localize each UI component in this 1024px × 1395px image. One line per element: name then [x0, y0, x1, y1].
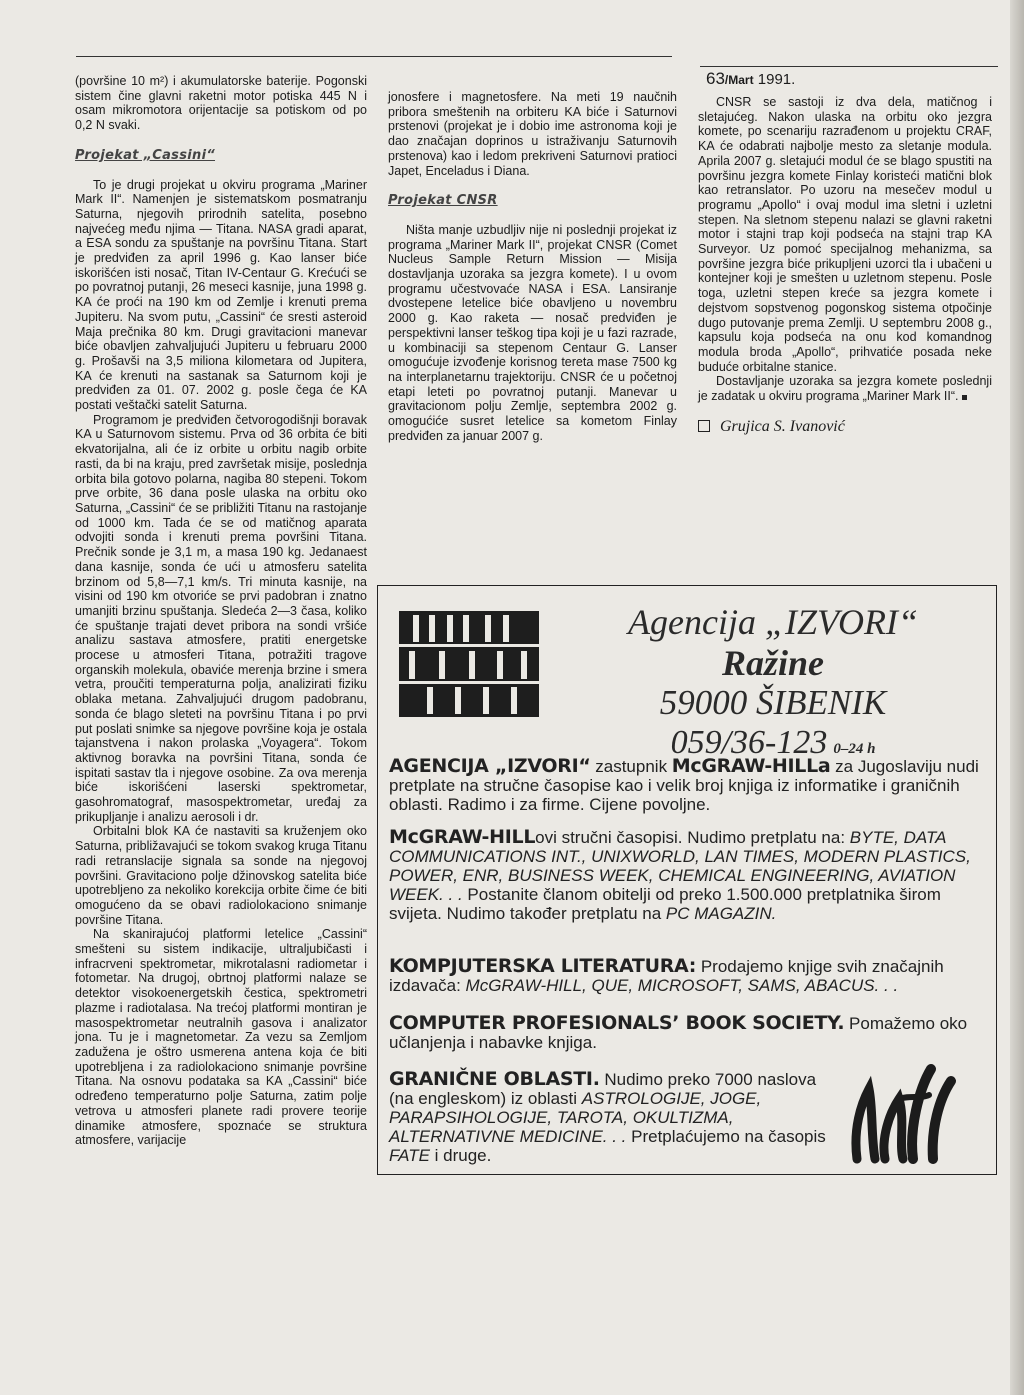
ad-text: i druge.	[429, 1146, 492, 1165]
section-heading-cassini: Projekat „Cassini“	[75, 147, 216, 163]
page-edge	[1010, 0, 1024, 1395]
ad-text: Pretplaćujemo na časopis	[626, 1127, 826, 1146]
ad-text: za Jugoslaviju nudi pretplate na stručne časopise kao i velik broj knjiga iz informatike i graničnih oblasti. Radimo i za firme. Cijene povoljne.	[389, 757, 979, 814]
paragraph: jonosfere i magnetosfere. Na meti 19 naučnih pribora smeštenih na orbiteru KA biće i Saturnovi prstenovi (projekat je i dobio ime astronoma koji je dao značajan doprinos u istraživanju Saturnovih prstenova) kao i ledom prekriveni Saturnovi pratioci Japet, Enceladus i Diana.	[388, 90, 677, 178]
ad-headline-block	[553, 601, 993, 769]
ad-italic: McGRAW-HILL, QUE, MICROSOFT, SAMS, ABACUS. . .	[465, 976, 899, 995]
ad-text: zastupnik	[590, 757, 672, 776]
ad-text: Pomažemo oko učlanjenja i nabavke knjiga.	[389, 1014, 968, 1052]
paragraph: CNSR se sastoji iz dva dela, matičnog i sletajućeg. Nakon ulaska na orbitu oko jezgra komete, po scenariju razrađenom u projektu CRAF, KA će odabrati najbolje mesto za sletanje modula. Aprila 2007 g. sletajući modul će se blago spustiti na površinu jezgra komete Finlay koristeći matični blok kao retranslator. Po uzoru na mesečev modul u programu „Apollo“ i ovaj modul ima sletni i uzletni stepen. Na sletnom stepenu nalazi se glavni raketni motor i stajni trap koji podseća na stajni trap KA Surveyor. Uz pomoć specijalnog mehanizma, sa površine jezgra biće prikupljeni uzorci tla i ubačeni u kontejner koji je smešten u uzletnom stepenu. Posle toga, uzletni stepen kreće sa jezgra komete i dejstvom sopstvenog pogonskog sistema otpočinje dugo putovanje prema Zemlji. U septembru 2008 g., kapsulu koja podseća na onu kod komandnog modula broda „Apollo“, prihvatiće posada neke buduće orbitalne stanice.	[698, 95, 992, 374]
article-column-1	[75, 74, 367, 1148]
agency-name: Agencija „IZVORI“	[628, 602, 918, 642]
issue-year: 1991.	[757, 71, 796, 88]
advertisement	[377, 585, 997, 1185]
ad-italic: PC MAGAZIN.	[665, 904, 777, 923]
paragraph: Programom je predviđen četvorogodišnji boravak KA u Saturnovom sistemu. Prva od 36 orbita će biti ekvatorijalna, ali će iz orbite u orbitu nagib orbite rasti, da bi na kraju, pred završetak misije, poslednja orbita bila gotovo polarna, nagiba 80 stepeni. Tokom prve orbite, 36 dana posle ulaska na orbitu oko Saturna, „Cassini“ će se približiti Titanu na rastojanje od 1000 km. Tada će se od matičnog aparata odvojiti sonda i krenuti prema površini Titana. Prečnik sonde je 3,1 m, a masa 190 kg. Jedanaest dana kasnije, sonda će ući u atmosferu satelita brzinom od 5,8—7,1 km/s. Tri minuta kasnije, na visini od 190 km otvoriće se prvi padobran i znatno umanjiti brzinu spuštanja. Sledeća 2—3 časa, koliko će spuštanje trajati devet pribora na sondi vršiće analizu sastava atmosfere, pratiti energetske procese u atmosferi Titana, potražiti tragove organskih molekula, obaviće merenja brzine i smera vetra, proučiti temperaturna polja, analizirati fiziku oblaka metana. Zahvaljujući drugom padobranu, sonda će blago sleteti na površinu Titana i po prvi put poslati snimke sa njegove površine koja je ostala tajanstvena i nakon prolaska „Voyagera“. Tokom aktivnog boravka na površini Titana, sonda će ispitati sastav tla i njegove osobine. Za ova merenja biće iskorišćeni laserski spektrometar, gasohromatograf, masospektrometar, uređaj za prikupljanje i analizu aerosoli i dr.	[75, 412, 367, 824]
ad-caps: McGRAW-HILLa	[671, 755, 831, 777]
ad-caps: GRANIČNE OBLASTI.	[389, 1068, 600, 1090]
ad-italic: FATE	[389, 1146, 430, 1165]
agency-city: 59000 ŠIBENIK	[659, 683, 887, 722]
ad-paragraph-book-society	[389, 1014, 979, 1052]
ad-text: Nudimo preko 7000 naslova (na engleskom) iz oblasti	[389, 1070, 817, 1108]
ad-caps: KOMPJUTERSKA LITERATURA:	[389, 955, 697, 977]
page-number: 63/Mart 1991.	[706, 69, 796, 88]
page-number-value: 63	[706, 69, 725, 88]
ad-italic: ASTROLOGIJE, JOGE, PARAPSIHOLOGIJE, TAROTA, OKULTIZMA, ALTERNATIVNE MEDICINE. . .	[389, 1089, 762, 1146]
hand-drawn-logo-icon	[839, 1059, 969, 1169]
ad-paragraph-journals	[389, 828, 979, 923]
ad-paragraph-border-areas	[389, 1070, 829, 1165]
paragraph: Ništa manje uzbudljiv nije ni poslednji projekat iz programa „Mariner Mark II“, projekat CNSR (Comet Nucleus Sample Return Mission — Misija dostavljanja uzoraka sa jezgra komete). I u ovom programu učestvovaće NASA i ESA. Lansiranje dvostepene letelice biće obavljeno u novembru 2000 g. Kao raketa — nosač predviđen je perspektivni lanser teškog tipa koji je u fazi razrade, u kombinaciji sa stepenom Centaur G. Lanser omogućuje izvođenje korisnog tereta mase 7500 kg na interplanetarnu trajektoriju. CNSR će u početnoj etapi leteti po povratnoj putanji. Manevar u gravitacionom polju Zemlje, septembra 2002 g. omogućiće susret letelice sa kometom Finlay predviđen za januar 2007 g.	[388, 222, 677, 443]
top-rule-left	[76, 56, 672, 57]
end-mark-icon	[962, 395, 967, 400]
paragraph	[698, 374, 992, 403]
agency-hours: 0–24 h	[833, 741, 876, 757]
article-column-3	[698, 95, 992, 434]
author-signature	[698, 417, 992, 435]
section-heading-cnsr: Projekat CNSR	[388, 193, 498, 209]
square-bullet-icon	[698, 420, 710, 432]
paragraph: Orbitalni blok KA će nastaviti sa kruženjem oko Saturna, približavajući se tokom svakog kruga Titanu radi retranslacije signala sa sonde na njegovoj površini. Gravitaciono polje džinovskog satelita biće upotrebljeno za nekoliko korekcija orbite čime će biti omogućeno da se obavi radiolokaciono snimanje površine Titana.	[75, 824, 367, 927]
agency-street: Ražine	[721, 643, 825, 683]
author-name: Grujica S. Ivanović	[720, 417, 845, 435]
article-column-2	[388, 90, 677, 443]
issue-month: Mart	[728, 73, 754, 87]
paragraph: (površine 10 m²) i akumulatorske baterije. Pogonski sistem čine glavni raketni motor potiska 445 N i osam mikromotora orijentacije sa potiskom od po 0,2 N svaki.	[75, 74, 367, 133]
paragraph: Na skanirajućoj platformi letelice „Cassini“ smešteni su sistem indikacije, ultraljubičasti i infracrveni spektrometar, mikrotalasni radiometar i fotometar. Na drugoj, obrtnoj platformi nalaze se detektor visokoenergetskih čestica, spektrometri plazme i radiotalasa. Na trećoj platformi montiran je masospektrometar neutralnih gasova i analizator jona. Tu je i magnetometar. Za vezu sa Zemljom zadužena je oštro usmerena antena koja će biti upotrebljena i za radiolokaciono snimanje površine Titana. Na osnovu podataka sa KA „Cassini“ biće određeno temperaturno polje Saturna, zatim polje vetrova u atmosferi planete radi provere teorije dinamike atmosfere, spoznaće se struktura atmosfere, varijacije	[75, 927, 367, 1148]
top-rule-right	[700, 66, 998, 67]
ad-text: Prodajemo knjige svih značajnih izdavača:	[389, 957, 944, 995]
mcgraw-hill-logo	[399, 611, 539, 717]
ad-caps: McGRAW-HILL	[389, 826, 536, 848]
ad-caps: COMPUTER PROFESIONALS’ BOOK SOCIETY.	[389, 1012, 845, 1034]
ad-italic: BYTE, DATA COMMUNICATIONS INT., UNIXWORLD, LAN TIMES, MODERN PLASTICS, POWER, ENR, BUSINESS WEEK, CHEMICAL ENGINEERING, AVIATION WEEK. . .	[389, 828, 971, 904]
closing-text: Dostavljanje uzoraka sa jezgra komete poslednji je zadatak u okviru programa „Mariner Mark II“.	[698, 374, 992, 404]
agency-phone: 059/36-123	[670, 724, 828, 761]
ad-text: Postanite članom obitelji od preko 1.500.000 pretplatnika širom svijeta. Nudimo također pretplatu na	[389, 885, 941, 923]
ad-text: ovi stručni časopisi. Nudimo pretplatu na:	[535, 828, 850, 847]
mcgraw-hill-logo-icon	[399, 611, 539, 717]
ad-paragraph-agency	[389, 757, 979, 814]
ad-caps: AGENCIJA „IZVORI“	[389, 755, 591, 777]
ad-paragraph-literature	[389, 957, 979, 995]
paragraph: To je drugi projekat u okviru programa „Mariner Mark II“. Namenjen je sistematskom posmatranju Saturna, njegovih prirodnih satelita, posebno najvećeg među njima — Titana. NASA gradi aparat, a ESA sondu za spuštanje na površinu Titana. Start je predviđen za april 1996 g. Kao lanser biće iskorišćen isti nosač, Titan IV-Centaur G. Krećući se po povratnoj putanji, 26 meseci kasnije, juna 1998 g. KA će proći na 190 km od Zemlje i krenuti prema Jupiteru. Na svom putu, „Cassini“ će sresti asteroid Maja prečnika 80 km. Drugi gravitacioni manevar biće obavljen zahvaljujući Jupiteru u februaru 2000 g. Prošavši na 3,5 miliona kilometara od Jupitera, KA će krenuti na sastanak sa Saturnom koji je predviđen za 01. 07. 2002 g. posle čega će KA postati veštački satelit Saturna.	[75, 177, 367, 413]
